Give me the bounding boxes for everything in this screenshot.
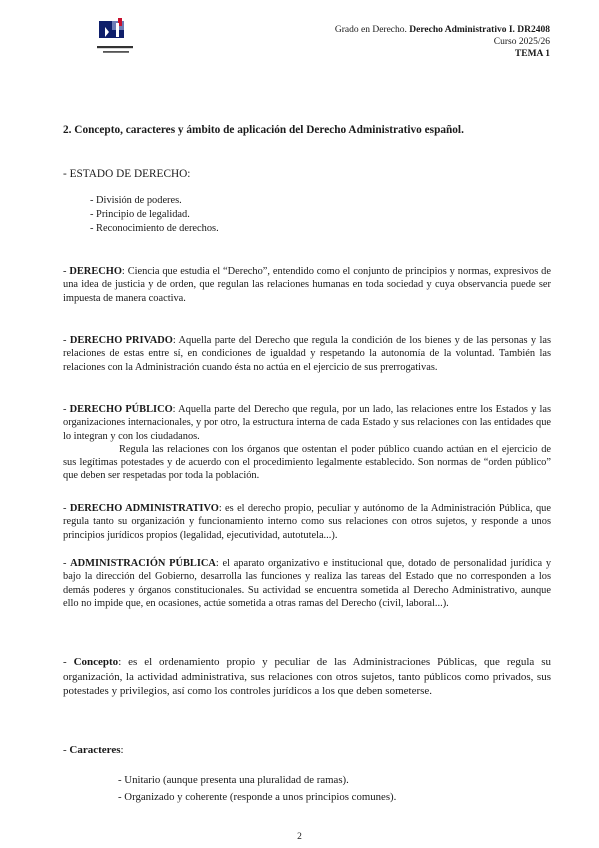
header-prefix: Grado en Derecho. (334, 25, 407, 35)
caracteres-item-1: - Unitario (aunque presenta una pluralidad de ramas). (118, 774, 349, 786)
page-number: 2 (297, 832, 302, 842)
publico-text-2: Regula las relaciones con los órganos que ostentan el poder público cuando actúan en el ejercicio de sus legítimas potestades y de acuerdo con el procedimiento legalmente establecido. Son normas de “orden público” que deben ser respetadas por toda la población. (63, 443, 551, 482)
privado-text: : Aquella parte del Derecho que regula la condición de los bienes y de las personas y las relaciones de estas entre sí, en condiciones de igualdad y respetando la autonomía de la voluntad. También las relaciones con la Administración cuando ésta no actúa en el ejercicio de sus prerrogativas. (63, 335, 551, 373)
concepto-paragraph (63, 655, 551, 699)
header-year: Curso 2025/26 (493, 37, 550, 47)
header-course: Derecho Administrativo I. DR2408 (409, 25, 550, 35)
administrativo-text: : es el derecho propio, peculiar y autónomo de la Administración Pública, que regula tanto su organización y funcionamiento interno como sus relaciones con otros sujetos, y responde a unos principios jurídicos propios (legalidad, ejecutividad, autotutela...). (63, 503, 551, 541)
estado-heading (63, 168, 190, 180)
publico-text: : Aquella parte del Derecho que regula, por un lado, las relaciones entre los Estados y las organizaciones internacionales, y por otro, la estructura interna de cada Estado y sus relaciones con las entidades que lo integran y con los ciudadanos. (63, 404, 551, 442)
privado-paragraph (63, 334, 551, 374)
concepto-text: : es el ordenamiento propio y peculiar de las Administraciones Públicas, que regula su organización, la actividad administrativa, sus relaciones con otros sujetos, tanto públicos como privados, sus potestades y privilegios, así como los controles jurídicos a los que deben someterse. (63, 656, 551, 698)
estado-colon: : (187, 168, 191, 180)
caracteres-item-2: - Organizado y coherente (responde a unos principios comunes). (118, 791, 397, 803)
administrativo-term: DERECHO ADMINISTRATIVO (69, 503, 219, 514)
publico-dash: - (63, 404, 70, 415)
estado-item-1: - División de poderes. (90, 195, 182, 206)
estado-item-2: - Principio de legalidad. (90, 209, 190, 220)
header-tema: TEMA 1 (514, 49, 550, 59)
publico-paragraph (63, 403, 551, 483)
section-title: 2. Concepto, caracteres y ámbito de aplicación del Derecho Administrativo español. (63, 124, 464, 136)
privado-term: DERECHO PRIVADO (69, 335, 173, 346)
derecho-term: DERECHO (69, 266, 122, 277)
adm-publica-dash: - (63, 558, 71, 569)
concepto-term: Concepto (73, 656, 119, 668)
publico-term: DERECHO PÚBLICO (69, 404, 173, 415)
adm-publica-paragraph (63, 557, 551, 610)
privado-dash: - (63, 335, 70, 346)
derecho-text: : Ciencia que estudia el “Derecho”, entendido como el conjunto de principios y normas, expresivos de una idea de justicia y de orden, que regulan las relaciones humanas en toda sociedad y cuya observancia puede ser impuesta de manera coactiva. (63, 266, 551, 304)
caracteres-colon: : (120, 744, 124, 756)
derecho-paragraph (63, 265, 551, 305)
administrativo-dash: - (63, 503, 70, 514)
adm-publica-text: : el aparato organizativo e institucional que, dotado de personalidad jurídica y bajo la dirección del Gobierno, desarrolla las funciones y realiza las tareas del Estado que no corresponden a los demás poderes y órganos constitucionales. Su actividad se encuentra sometida al Derecho Administrativo, aunque ello no impide que, en ocasiones, actúe sometida a otras ramas del Derecho (civil, laboral...). (63, 558, 552, 609)
administrativo-paragraph (63, 502, 551, 542)
university-logo (97, 18, 133, 62)
estado-item-3: - Reconocimiento de derechos. (90, 223, 219, 234)
caracteres-dash: - (63, 744, 70, 756)
caracteres-term: Caracteres (69, 744, 121, 756)
header-course-line (335, 24, 550, 36)
estado-label: - ESTADO DE DERECHO (63, 168, 188, 180)
caracteres-heading (63, 744, 124, 756)
adm-publica-term: ADMINISTRACIÓN PÚBLICA (70, 558, 216, 569)
derecho-dash: - (63, 266, 70, 277)
concepto-dash: - (63, 656, 74, 668)
